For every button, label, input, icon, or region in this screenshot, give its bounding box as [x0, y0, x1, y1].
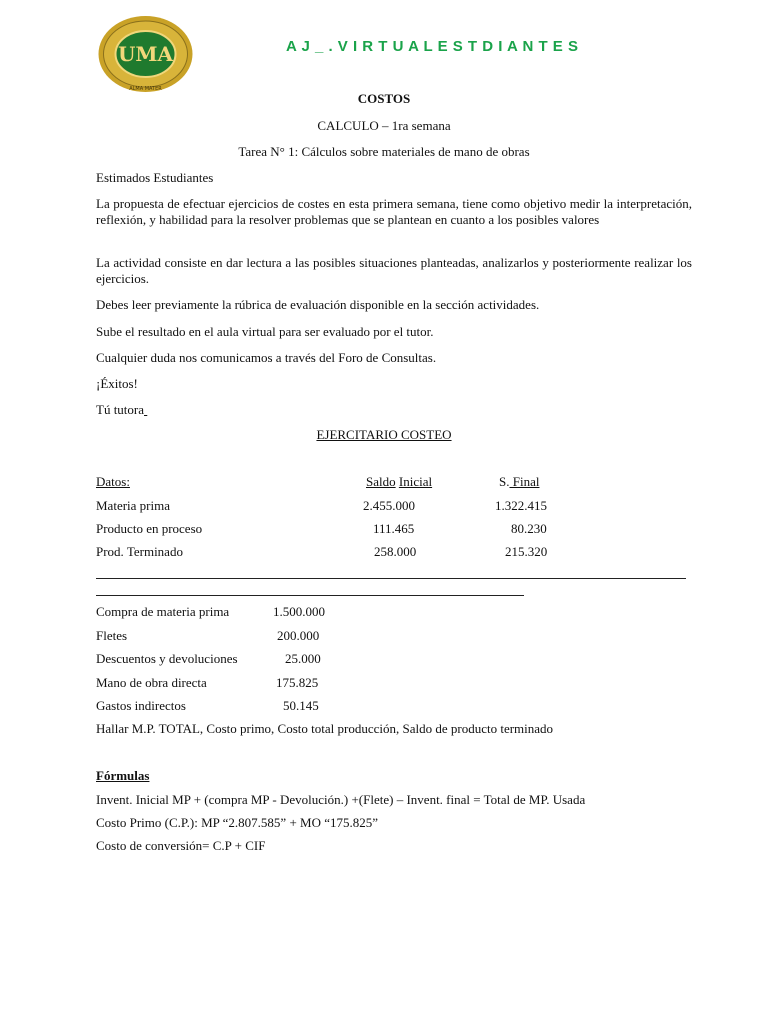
table-row-final: 1.322.415 [495, 498, 547, 513]
item-label: Gastos indirectos [96, 698, 186, 713]
document-heading: COSTOS [357, 91, 411, 106]
col-saldo-final: S. Final [499, 474, 540, 489]
formula-line: Costo de conversión= C.P + CIF [96, 838, 266, 853]
task-title: Tarea N° 1: Cálculos sobre materiales de mano de obras [238, 144, 530, 159]
logo-monogram: UMA [117, 42, 174, 66]
item-value: 175.825 [276, 675, 319, 690]
separator-line [96, 578, 686, 579]
table-row-initial: 111.465 [373, 521, 415, 536]
table-row-label: Producto en proceso [96, 521, 203, 536]
item-value: 25.000 [285, 651, 321, 666]
table-row-label: Prod. Terminado [96, 544, 183, 559]
table-row-final: 215.320 [505, 544, 548, 559]
signature-line: Tú tutora [96, 402, 145, 417]
paragraph-2: La actividad consiste en dar lectura a las posibles situaciones planteadas, analizarlos y posteriormente realizar los ejercicios. [96, 255, 692, 286]
item-value: 200.000 [277, 628, 320, 643]
university-logo [97, 14, 194, 94]
table-row-initial: 258.000 [374, 544, 417, 559]
item-label: Compra de materia prima [96, 604, 230, 619]
table-row-initial: 2.455.000 [363, 498, 415, 513]
document-subheading: CALCULO – 1ra semana [317, 118, 451, 133]
table-row-final: 80.230 [511, 521, 547, 536]
exercise-title: EJERCITARIO COSTEO [316, 427, 452, 442]
item-label: Mano de obra directa [96, 675, 207, 690]
greeting: Estimados Estudiantes [96, 170, 214, 185]
header-title: A J _ . V I R T U A L E S T D I A N T E S [286, 38, 579, 55]
instruction-line-1: Debes leer previamente la rúbrica de evaluación disponible en la sección actividades. [96, 297, 540, 312]
paragraph-1: La propuesta de efectuar ejercicios de costes en esta primera semana, tiene como objetivo medir la interpretación, reflexión, y habilidad para la resolver problemas que se plantean en cuanto a los posibles valores [96, 196, 692, 227]
item-value: 50.145 [283, 698, 319, 713]
item-label: Fletes [96, 628, 128, 643]
formula-line: Costo Primo (C.P.): MP “2.807.585” + MO “175.825” [96, 815, 379, 830]
closing-line: ¡Éxitos! [96, 376, 138, 391]
item-value: 1.500.000 [273, 604, 325, 619]
exercise-question: Hallar M.P. TOTAL, Costo primo, Costo total producción, Saldo de producto terminado [96, 721, 554, 736]
instruction-line-3: Cualquier duda nos comunicamos a través del Foro de Consultas. [96, 350, 437, 365]
datos-label: Datos: [96, 474, 130, 489]
logo-bottom-text: ALMA MATER [129, 86, 162, 92]
item-label: Descuentos y devoluciones [96, 651, 238, 666]
table-row-label: Materia prima [96, 498, 170, 513]
formula-line: Invent. Inicial MP + (compra MP - Devolución.) +(Flete) – Invent. final = Total de MP. Usada [96, 792, 586, 807]
separator-line [96, 595, 524, 596]
formulas-title: Fórmulas [96, 768, 150, 783]
instruction-line-2: Sube el resultado en el aula virtual para ser evaluado por el tutor. [96, 324, 434, 339]
col-saldo-inicial: Saldo Inicial [366, 474, 433, 489]
